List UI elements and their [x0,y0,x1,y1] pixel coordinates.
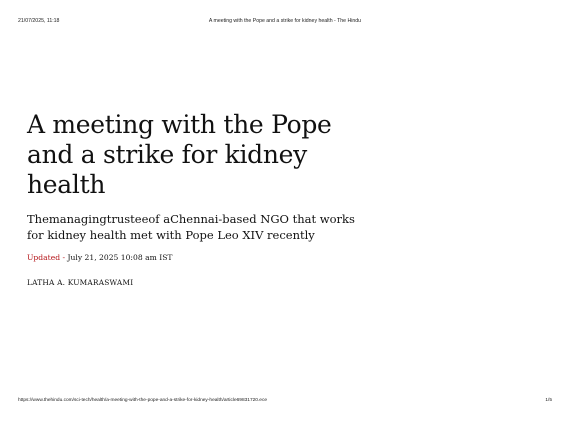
print-header [18,18,552,28]
updated-separator: - [60,253,68,262]
updated-label: Updated [27,253,61,262]
print-page-title: A meeting with the Pope and a strike for kidney health - The Hindu [208,18,362,24]
article-standfirst: Themanagingtrusteeof aChennai-based NGO that works for kidney health met with Pope Leo XIV recently [27,212,355,242]
updated-timestamp [27,253,172,262]
print-footer [18,398,552,408]
updated-datetime: July 21, 2025 10:08 am IST [67,253,173,262]
print-url: https://www.thehindu.com/sci-tech/health/a-meeting-with-the-pope-and-a-strike-for-kidney-health/article69831720.ece [18,398,268,403]
print-datetime: 21/07/2025, 11:18 [18,18,60,24]
author-byline[interactable]: LATHA A. KUMARASWAMI [27,278,134,287]
article-headline: A meeting with the Pope and a strike for kidney health [27,110,332,199]
print-page-number: 1/5 [545,398,552,403]
